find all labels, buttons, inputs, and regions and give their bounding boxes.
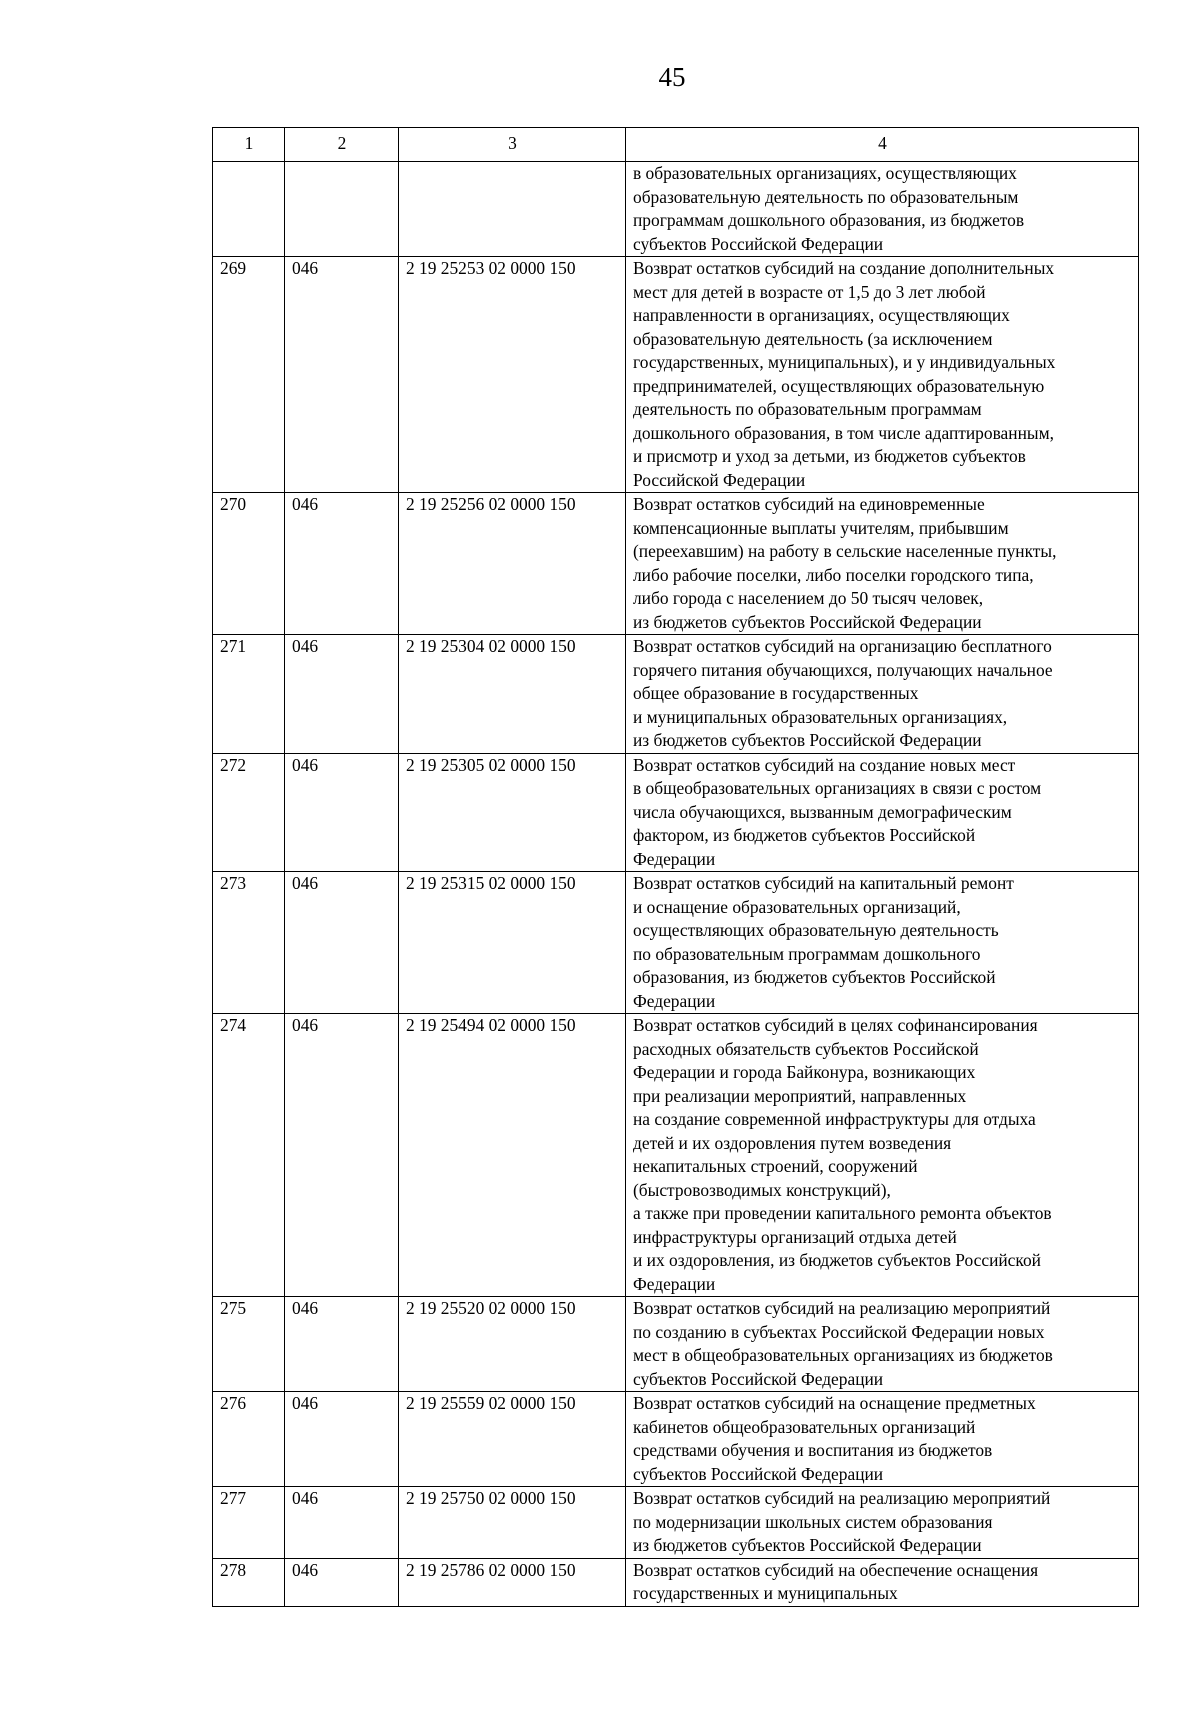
budget-classification-code-cell: 2 19 25520 02 0000 150	[399, 1297, 626, 1392]
description-line: либо рабочие поселки, либо поселки городского типа,	[633, 564, 1034, 585]
description-line: из бюджетов субъектов Российской Федерации	[633, 730, 982, 750]
budget-classification-code-cell: 2 19 25315 02 0000 150	[399, 872, 626, 1014]
description-line: общее образование в государственных	[633, 683, 919, 703]
income-description-cell	[626, 257, 1139, 493]
administrator-code-cell: 046	[285, 257, 399, 493]
description-line: и их оздоровления, из бюджетов субъектов Российской	[633, 1250, 1041, 1270]
description-line: по модернизации школьных систем образования	[633, 1511, 993, 1532]
column-header-4: 4	[626, 128, 1139, 162]
description-line: направленности в организациях, осуществляющих	[633, 305, 1010, 325]
description-line: Возврат остатков субсидий на реализацию мероприятий	[633, 1298, 1051, 1318]
income-description-cell	[626, 1297, 1139, 1392]
description-line: в образовательных организациях, осуществляющих	[633, 163, 1017, 183]
description-line: Федерации	[633, 848, 716, 869]
description-line: расходных обязательств субъектов Российской	[633, 1038, 979, 1059]
budget-classification-code-cell: 2 19 25256 02 0000 150	[399, 493, 626, 635]
budget-classification-table	[212, 127, 1139, 1607]
description-line: числа обучающихся, вызванным демографическим	[633, 801, 1012, 822]
budget-classification-code-cell: 2 19 25494 02 0000 150	[399, 1014, 626, 1297]
administrator-code-cell: 046	[285, 1558, 399, 1606]
description-line: образовательную деятельность (за исключением	[633, 328, 993, 349]
description-line: Федерации и города Байконура, возникающих	[633, 1062, 976, 1082]
description-line: программам дошкольного образования, из бюджетов	[633, 210, 1025, 230]
description-line: мест в общеобразовательных организациях из бюджетов	[633, 1345, 1053, 1365]
administrator-code-cell	[285, 162, 399, 257]
administrator-code-cell: 046	[285, 1487, 399, 1559]
income-description-cell	[626, 753, 1139, 872]
description-line: Возврат остатков субсидий на единовременные	[633, 494, 985, 514]
description-line: образовательную деятельность по образовательным	[633, 186, 1019, 207]
table-header-row	[213, 128, 1139, 162]
description-line: государственных и муниципальных	[633, 1583, 898, 1603]
description-line: и присмотр и уход за детьми, из бюджетов субъектов	[633, 446, 1026, 466]
description-line: (переехавшим) на работу в сельские населенные пункты,	[633, 541, 1057, 561]
table-row	[213, 1297, 1139, 1392]
column-header-3: 3	[399, 128, 626, 162]
income-description-cell	[626, 635, 1139, 754]
budget-classification-code-cell	[399, 162, 626, 257]
description-line: в общеобразовательных организациях в связи с ростом	[633, 778, 1042, 798]
row-number-cell: 273	[213, 872, 285, 1014]
table-row	[213, 1558, 1139, 1606]
row-number-cell: 278	[213, 1558, 285, 1606]
description-line: кабинетов общеобразовательных организаций	[633, 1416, 976, 1437]
table-row	[213, 1014, 1139, 1297]
description-line: Возврат остатков субсидий на создание дополнительных	[633, 258, 1055, 278]
description-line: Возврат остатков субсидий на оснащение предметных	[633, 1393, 1036, 1413]
table-row	[213, 753, 1139, 872]
description-line: по образовательным программам дошкольного	[633, 943, 981, 964]
column-header-2: 2	[285, 128, 399, 162]
row-number-cell: 270	[213, 493, 285, 635]
description-line: при реализации мероприятий, направленных	[633, 1085, 967, 1106]
description-line: либо города с населением до 50 тысяч человек,	[633, 588, 984, 608]
income-description-cell	[626, 1392, 1139, 1487]
description-line: деятельность по образовательным программам	[633, 399, 982, 419]
table-row	[213, 257, 1139, 493]
income-description-cell	[626, 1558, 1139, 1606]
table-body	[213, 162, 1139, 1607]
table-row	[213, 872, 1139, 1014]
description-line: и оснащение образовательных организаций,	[633, 896, 961, 917]
description-line: субъектов Российской Федерации	[633, 1463, 884, 1484]
administrator-code-cell: 046	[285, 753, 399, 872]
row-number-cell: 269	[213, 257, 285, 493]
budget-classification-code-cell: 2 19 25253 02 0000 150	[399, 257, 626, 493]
row-number-cell: 276	[213, 1392, 285, 1487]
description-line: Возврат остатков субсидий на реализацию мероприятий	[633, 1488, 1051, 1508]
description-line: компенсационные выплаты учителям, прибывшим	[633, 517, 1009, 538]
table-row	[213, 635, 1139, 754]
description-line: Федерации	[633, 990, 716, 1011]
income-description-cell	[626, 493, 1139, 635]
description-line: а также при проведении капитального ремонта объектов	[633, 1203, 1052, 1223]
description-line: Возврат остатков субсидий на создание новых мест	[633, 754, 1016, 775]
description-line: Возврат остатков субсидий на капитальный ремонт	[633, 873, 1014, 893]
income-description-cell	[626, 872, 1139, 1014]
table-row	[213, 1392, 1139, 1487]
administrator-code-cell: 046	[285, 493, 399, 635]
description-line: на создание современной инфраструктуры для отдыха	[633, 1109, 1036, 1129]
budget-classification-code-cell: 2 19 25304 02 0000 150	[399, 635, 626, 754]
row-number-cell: 277	[213, 1487, 285, 1559]
description-line: Возврат остатков субсидий на обеспечение оснащения	[633, 1559, 1039, 1580]
income-description-cell	[626, 1014, 1139, 1297]
budget-classification-code-cell: 2 19 25559 02 0000 150	[399, 1392, 626, 1487]
description-line: по созданию в субъектах Российской Федерации новых	[633, 1321, 1045, 1342]
income-description-cell	[626, 162, 1139, 257]
description-line: предпринимателей, осуществляющих образовательную	[633, 375, 1045, 396]
description-line: инфраструктуры организаций отдыха детей	[633, 1226, 957, 1247]
description-line: осуществляющих образовательную деятельность	[633, 920, 999, 940]
description-line: государственных, муниципальных), и у индивидуальных	[633, 352, 1056, 372]
income-description-cell	[626, 1487, 1139, 1559]
description-line: фактором, из бюджетов субъектов Российской	[633, 825, 976, 845]
page-number: 45	[658, 62, 686, 92]
description-line: субъектов Российской Федерации	[633, 1368, 884, 1389]
administrator-code-cell: 046	[285, 1392, 399, 1487]
description-line: Возврат остатков субсидий на организацию бесплатного	[633, 636, 1052, 656]
description-line: образования, из бюджетов субъектов Российской	[633, 967, 996, 987]
description-line: дошкольного образования, в том числе адаптированным,	[633, 422, 1054, 443]
administrator-code-cell: 046	[285, 635, 399, 754]
description-line: средствами обучения и воспитания из бюджетов	[633, 1440, 993, 1460]
administrator-code-cell: 046	[285, 1297, 399, 1392]
row-number-cell: 271	[213, 635, 285, 754]
description-line: и муниципальных образовательных организациях,	[633, 706, 1008, 727]
description-line: некапитальных строений, сооружений	[633, 1156, 918, 1176]
description-line: детей и их оздоровления путем возведения	[633, 1132, 952, 1153]
description-line: Российской Федерации	[633, 469, 806, 490]
administrator-code-cell: 046	[285, 872, 399, 1014]
row-number-cell	[213, 162, 285, 257]
row-number-cell: 272	[213, 753, 285, 872]
budget-classification-code-cell: 2 19 25750 02 0000 150	[399, 1487, 626, 1559]
row-number-cell: 275	[213, 1297, 285, 1392]
description-line: из бюджетов субъектов Российской Федерации	[633, 611, 982, 632]
budget-classification-code-cell: 2 19 25305 02 0000 150	[399, 753, 626, 872]
description-line: мест для детей в возрасте от 1,5 до 3 лет любой	[633, 281, 986, 302]
budget-classification-code-cell: 2 19 25786 02 0000 150	[399, 1558, 626, 1606]
description-line: горячего питания обучающихся, получающих начальное	[633, 659, 1053, 680]
description-line: (быстровозводимых конструкций),	[633, 1179, 891, 1200]
table-row	[213, 1487, 1139, 1559]
description-line: из бюджетов субъектов Российской Федерации	[633, 1535, 982, 1555]
table-row	[213, 493, 1139, 635]
administrator-code-cell: 046	[285, 1014, 399, 1297]
column-header-1: 1	[213, 128, 285, 162]
table-row	[213, 162, 1139, 257]
row-number-cell: 274	[213, 1014, 285, 1297]
description-line: субъектов Российской Федерации	[633, 233, 884, 254]
description-line: Федерации	[633, 1273, 716, 1294]
description-line: Возврат остатков субсидий в целях софинансирования	[633, 1015, 1038, 1035]
